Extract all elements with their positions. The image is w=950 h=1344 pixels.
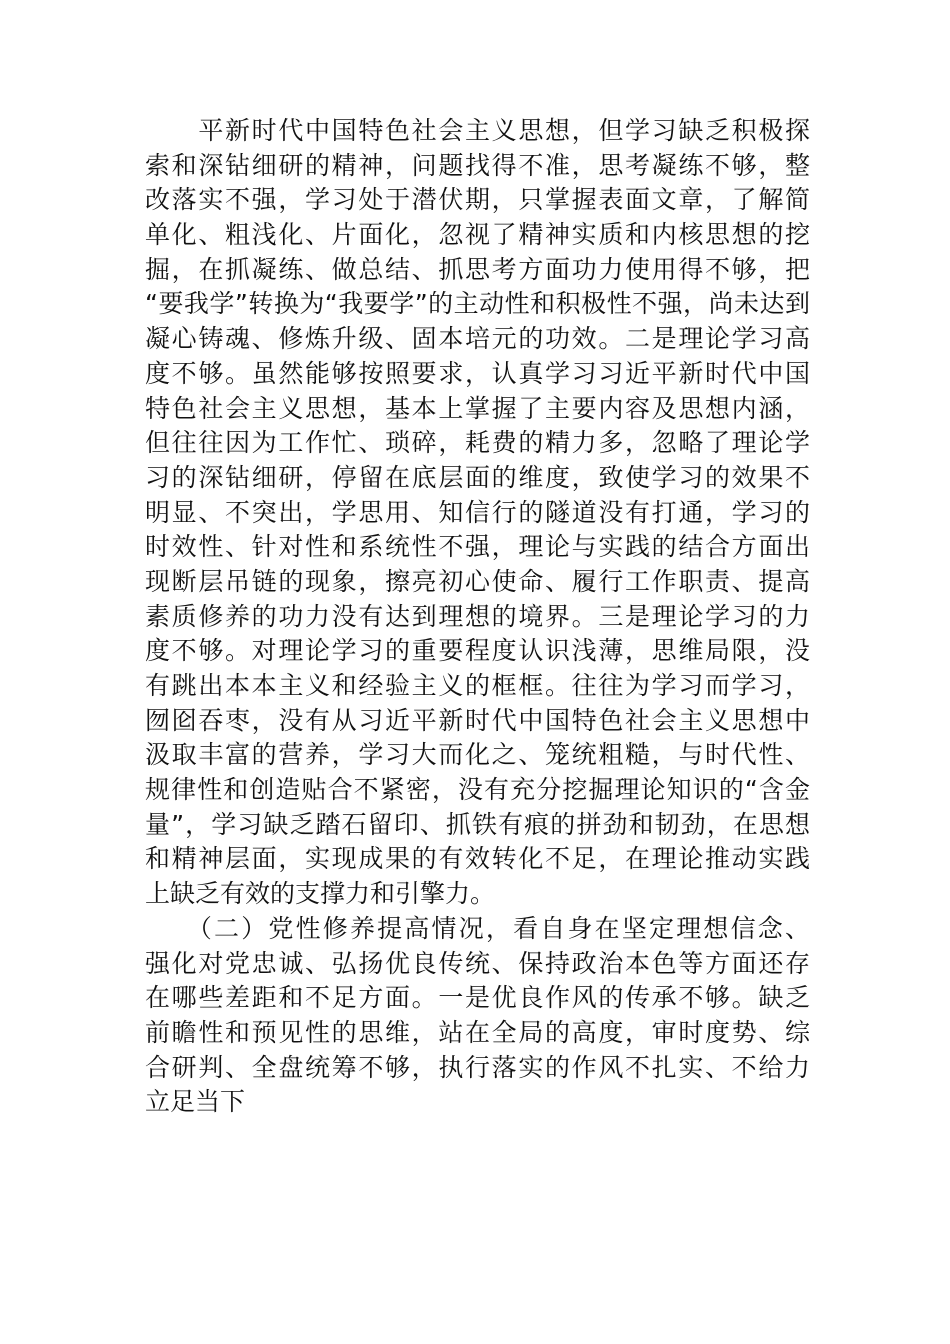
text-line: 单化、粗浅化、片面化，忽视了精神实质和内核思想的挖 — [145, 220, 810, 250]
text-line: 习的深钻细研，停留在底层面的维度，致使学习的效果不 — [145, 462, 810, 492]
text-line: 和精神层面，实现成果的有效转化不足，在理论推动实践 — [145, 844, 810, 874]
text-line: （二）党性修养提高情况，看自身在坚定理想信念、 — [145, 913, 810, 943]
text-line: 立足当下 — [145, 1087, 246, 1117]
text-line: 合研判、全盘统筹不够，执行落实的作风不扎实、不给力 — [145, 1052, 810, 1082]
text-line: 时效性、针对性和系统性不强，理论与实践的结合方面出 — [145, 532, 810, 562]
text-line: 掘，在抓凝练、做总结、抓思考方面功力使用得不够，把 — [145, 254, 810, 284]
text-line: 量”，学习缺乏踏石留印、抓铁有痕的拼劲和韧劲，在思想 — [145, 809, 810, 839]
text-line: 前瞻性和预见性的思维，站在全局的高度，审时度势、综 — [145, 1017, 810, 1047]
text-line: 强化对党忠诚、弘扬优良传统、保持政治本色等方面还存 — [145, 948, 810, 978]
body-text — [145, 114, 810, 1120]
text-line: 明显、不突出，学思用、知信行的隧道没有打通，学习的 — [145, 497, 810, 527]
text-line: 度不够。对理论学习的重要程度认识浅薄，思维局限，没 — [145, 636, 810, 666]
text-line: 凝心铸魂、修炼升级、固本培元的功效。二是理论学习高 — [145, 324, 810, 354]
text-line: 索和深钻细研的精神，问题找得不准，思考凝练不够，整 — [145, 150, 810, 180]
text-line: 有跳出本本主义和经验主义的框框。往往为学习而学习， — [145, 671, 810, 700]
text-line: 在哪些差距和不足方面。一是优良作风的传承不够。缺乏 — [145, 983, 810, 1013]
text-line: 度不够。虽然能够按照要求，认真学习习近平新时代中国 — [145, 358, 810, 388]
text-line: “要我学”转换为“我要学”的主动性和积极性不强，尚未达到 — [145, 289, 810, 319]
text-line: 素质修养的功力没有达到理想的境界。三是理论学习的力 — [145, 601, 810, 631]
text-line: 规律性和创造贴合不紧密，没有充分挖掘理论知识的“含金 — [145, 775, 810, 805]
text-line: 上缺乏有效的支撑力和引擎力。 — [145, 879, 496, 909]
text-line: 现断层吊链的现象，擦亮初心使命、履行工作职责、提高 — [145, 566, 810, 596]
text-line: 特色社会主义思想，基本上掌握了主要内容及思想内涵， — [145, 393, 810, 423]
text-line: 囫囵吞枣，没有从习近平新时代中国特色社会主义思想中 — [145, 705, 810, 735]
text-line: 平新时代中国特色社会主义思想，但学习缺乏积极探 — [145, 116, 810, 145]
text-line: 汲取丰富的营养，学习大而化之、笼统粗糙，与时代性、 — [145, 740, 810, 770]
text-line: 改落实不强，学习处于潜伏期，只掌握表面文章，了解简 — [145, 185, 810, 215]
text-line: 但往往因为工作忙、琐碎，耗费的精力多，忽略了理论学 — [145, 428, 810, 458]
